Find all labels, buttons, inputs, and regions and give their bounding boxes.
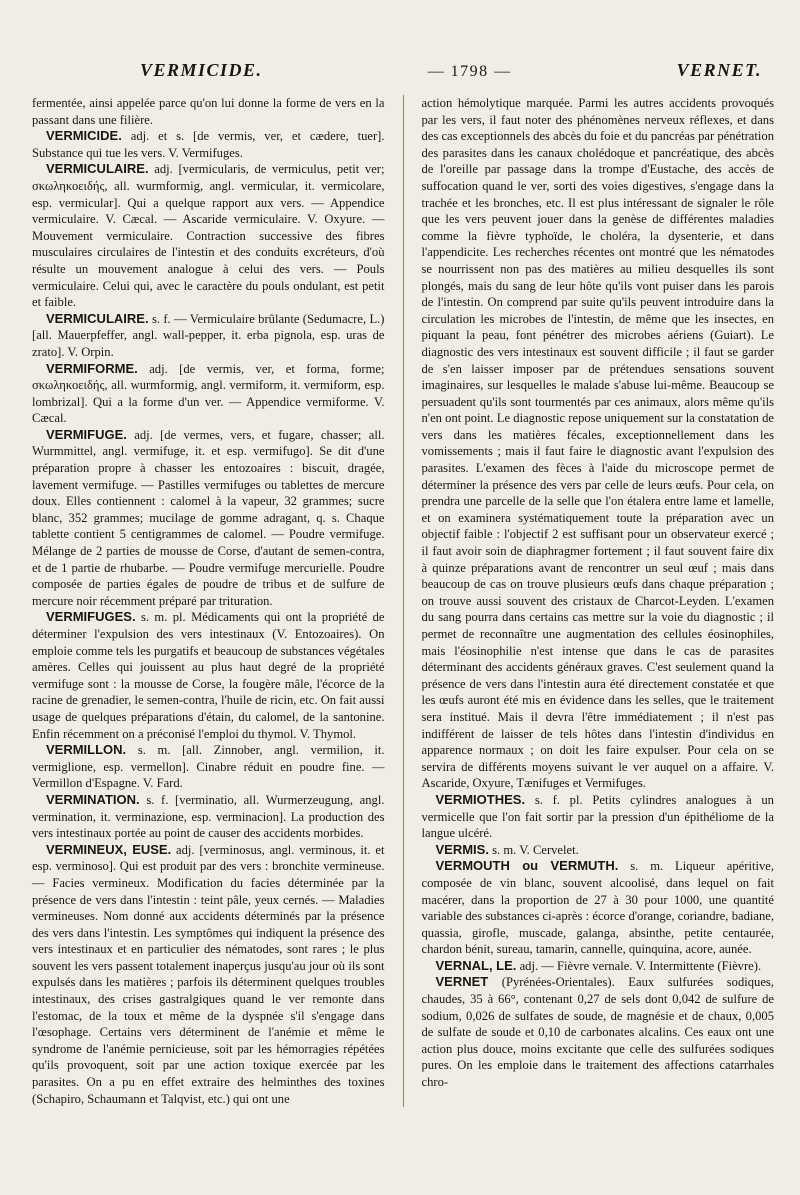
dictionary-entry [422, 792, 775, 842]
entry-headword: VERMIFORME. [46, 360, 138, 376]
entry-headword: VERMICIDE. [46, 128, 122, 144]
entry-text: s. f. — Vermiculaire brûlante (Sedumacre, L.) [all. Mauerpfeffer, angl. wall-pepper, it. erba pignola, esp. uras de zrato]. V. Orpin. [32, 311, 385, 359]
entry-text: s. f. [verminatio, all. Wurmerzeugung, angl. vermination, it. verminazione, esp. verminacion]. La production des vers intestinaux portée au point de causer des accidents morbides. [32, 792, 385, 841]
entry-text: s. m. [all. Zinnober, angl. vermilion, it. vermiglione, esp. vermellon]. Cinabre réduit en poudre fine. — Vermillon d'Espagne. V. Fard. [32, 743, 385, 791]
entry-text: s. f. pl. Petits cylindres analogues à un vermicelle que l'on fait sortir par la pression d'un épithéliome de la langue ulcéré. [421, 792, 774, 841]
dictionary-entry [32, 609, 385, 742]
entry-text: s. m. Liqueur apéritive, composée de vin blanc, souvent alcoolisé, dans lequel on fait macérer, dans la proportion de 27 à 30 pour 1000, une quantité variable des substances ci-après : écorce d'orange, coriandre, badiane, quassia, girofle, muscade, galanga, absinthe, petite centaurée, chardon bénit, sureau, tamarin, cannelle, quinquina, acore, aunée. [421, 859, 774, 957]
entry-text: adj. [de vermis, ver, et forma, forme; σκωληκοειδής, all. wurmformig, angl. vermiform, it. vermiform, esp. lombrizal]. Qui a la forme d'un ver. — Appendice vermiforme. V. Cæcal. [32, 361, 385, 426]
running-header [32, 60, 774, 81]
entry-headword: VERMIOTHES. [435, 791, 526, 807]
dictionary-entry [422, 842, 775, 859]
entry-text: action hémolytique marquée. Parmi les autres accidents provoqués par les vers, il faut noter des phénomènes nerveux réflexes, et dans des cas exceptionnels des abcès du foie et du pancréas par pénétration des parasites dans les canaux cholédoque et pancréatique, des abcès de l'oreille par passage dans la trompe d'Eustache, des accès de suffocation quand le ver, sorti des voies digestives, s'engage dans la trachée et les bronches, etc. Il est plus intéressant de signaler le rôle que les vers peuvent jouer dans la genèse de différentes maladies comme la fièvre typhoïde, le choléra, la dysenterie, et dans l'appendicite. Les recherches récentes ont montré que les nématodes se nourrissent non pas des matières au milieu desquelles ils sont plongés, mais du sang de leur hôte qu'ils vont puiser dans les parois de l'intestin. On comprend par suite qu'ils peuvent introduire dans la circulation les microbes de l'intestin, de même que les insectes, en piquant la peau, font pénétrer des microbes aériens (Guiart). Le diagnostic des vers intestinaux est souvent difficile ; il faut se garder de s'en laisser imposer par de prétendues sensations souvent imaginaires, sur lesquelles le malade s'abuse lui-même. Beaucoup se persuadent qu'ils sont tourmentés par ces animaux, alors même qu'ils n'en ont point. Le diagnostic repose uniquement sur la constatation de vers dans les matières fécales, exceptionnellement dans les vomissements ; mais il faut faire le diagnostic avant l'expulsion des parasites. L'examen des fèces à l'aide du microscope permet de déterminer la présence des vers par celle de leurs œufs. Pour cela, on prendra une parcelle de la selle que l'on étalera entre lame et lamelle, et on examinera systématiquement toute la préparation avec un objectif faible : l'objectif 2 est suffisant pour un observateur exercé ; il faut avoir soin de diaphragmer fortement ; il faut souvent faire dix à quinze préparations avant de rencontrer un seul œuf ; mais dans beaucoup de cas on trouve plusieurs œufs dans chaque préparation ; on trouve aussi souvent des cristaux de Charcot-Leyden. L'examen du sang pourra dans certains cas mettre sur la voie du diagnostic ; il permet de reconnaître une augmentation des cellules éosinophiles, mais l'éosinophilie n'est intense que dans le cas de parasites déterminant des accidents généraux graves. C'est seulement quand la présence de vers dans l'intestin aura été directement constatée et que les œufs auront été mis en évidence dans les selles, que le traitement sera institué. Mais il devra l'être immédiatement ; il n'est pas indifférent de laisser de tels hôtes dans l'intestin d'individus en apparence normaux ; on doit les faire expulser. Pour cela on se servira de différents moyens suivant le ver auquel on a affaire. V. Ascaride, Oxyure, Tænifuges et Vermifuges. [421, 96, 774, 791]
dictionary-entry [422, 95, 775, 792]
entry-text: adj. [de vermes, vers, et fugare, chasser; all. Wurmmittel, angl. vermifuge, it. et esp. vermifugo]. Se dit d'une préparation propre à chasser les entozoaires : biscuit, dragée, lavement vermifuge. — Pastilles vermifuges ou tablettes de mercure doux. Elles contiennent : calomel à la vapeur, 32 grammes; sucre blanc, 352 grammes; mucilage de gomme adragant, q. s. Chaque tablette contient 5 centigrammes de calomel. — Poudre vermifuge. Mélange de 2 parties de mousse de Corse, d'autant de semen-contra, et de 1 partie de rhubarbe. — Poudre vermifuge mercurielle. Poudre composée de parties égales de poudre de tribus et de sulfure de mercure noir récemment préparé par trituration. [32, 427, 385, 608]
entry-text: adj. [vermicularis, de vermiculus, petit ver; σκωληκοειδής, all. wurmformig, angl. vermicular, it. vermicolare, esp. vermicular]. Qui a quelque rapport aux vers. — Appendice vermiculaire. V. Cæcal. — Ascaride vermiculaire. V. Oxyure. — Mouvement vermiculaire. Contraction successive des fibres musculaires circulaires de l'intestin et des conduits excréteurs, d'où résulte un mouvement analogue à celui des vers. — Pouls vermiculaire. Celui qui, avec le caractère du pouls ondulant, est petit et faible. [32, 162, 385, 310]
entry-headword: VERNET [435, 974, 489, 990]
entry-text: s. m. pl. Médicaments qui ont la propriété de déterminer l'expulsion des vers intestinaux (V. Entozoaires). On emploie comme tels les purgatifs et beaucoup de substances végétales amères. Celles qui jouissent au plus haut degré de la propriété vermifuge sont : la mousse de Corse, la fougère mâle, l'écorce de la racine de grenadier, le semen-contra, l'huile de ricin, etc. On fait aussi usage de quelques préparations d'étain, du calomel, de la santonine. Enfin récemment on a préconisé l'emploi du thymol. V. Thymol. [32, 610, 385, 741]
header-right-word: VERNET. [676, 60, 762, 80]
entry-text: (Pyrénées-Orientales). Eaux sulfurées sodiques, chaudes, 35 à 66°, contenant 0,27 de sels dont 0,042 de sulfure de sodium, 0,026 de sulfates de soude, de magnésie et de chaux, 0,005 de sulfate de soude et 0,10 de carbonates alcalins. Ces eaux ont une action plus douce, moins excitante que celle des sulfurées sodiques pures. On les emploie dans le traitement des affections catarrhales chro- [421, 975, 774, 1090]
header-left-word: VERMICIDE. [140, 60, 263, 80]
entry-headword: VERMOUTH ou VERMUTH. [435, 858, 619, 874]
dictionary-entry [32, 311, 385, 361]
dictionary-entry [32, 842, 385, 1108]
entry-text: fermentée, ainsi appelée parce qu'on lui donne la forme de vers en la passant dans une filière. [32, 96, 385, 127]
entry-headword: VERMIS. [435, 841, 489, 857]
entry-headword: VERNAL, LE. [435, 957, 517, 973]
dictionary-entry [32, 95, 385, 128]
entry-headword: VERMINEUX, EUSE. [46, 841, 172, 857]
text-columns [32, 95, 774, 1107]
entry-headword: VERMICULAIRE. [46, 161, 149, 177]
dictionary-entry [32, 128, 385, 161]
dictionary-entry [32, 427, 385, 610]
entry-text: s. m. V. Cervelet. [492, 842, 579, 857]
entry-headword: VERMIFUGES. [46, 609, 136, 625]
dictionary-entry [32, 742, 385, 792]
dictionary-entry [422, 974, 775, 1090]
dictionary-entry [32, 792, 385, 842]
dictionary-entry [422, 958, 775, 975]
entry-text: adj. et s. [de vermis, ver, et cædere, tuer]. Substance qui tue les vers. V. Vermifuges. [32, 129, 385, 160]
dictionary-entry [32, 361, 385, 427]
entry-text: adj. — Fièvre vernale. V. Intermittente (Fièvre). [519, 958, 762, 973]
entry-text: adj. [verminosus, angl. verminous, it. et esp. verminoso]. Qui est produit par des vers : bronchite vermineuse. — Facies vermineux. Modification du facies déterminée par la présence de vers dans l'intestin : teint pâle, yeux cernés. — Maladies vermineuses. Nom donné aux accidents déterminés par la présence des vers dans l'intestin. Les symptômes qui indiquent la présence des vers intestinaux et en particulier des nématodes, sont rares ; le plus souvent les vers passent totalement inaperçus jusqu'au jour où ils sont expulsés dans les matières ; parfois ils déterminent quelques troubles intestinaux, des crises gastralgiques quand le ver remonte dans l'estomac, de la toux et même de la dyspnée s'il s'engage dans l'œsophage. Certains vers déterminent de l'anémie et même le syndrome de l'anémie pernicieuse, soit par les hémorragies répétées qu'ils provoquent, soit par une action toxique exercée par les parasites. On a pu en effet extraire des helminthes des toxines (Schapiro, Schaumann et Talqvist, etc.) qui ont une [32, 842, 385, 1106]
right-column [422, 95, 775, 1107]
dictionary-entry [422, 858, 775, 958]
entry-headword: VERMINATION. [46, 791, 140, 807]
dictionary-entry [32, 161, 385, 310]
entry-headword: VERMICULAIRE. [46, 310, 149, 326]
left-column [32, 95, 385, 1107]
column-divider [403, 95, 404, 1107]
entry-headword: VERMIFUGE. [46, 426, 127, 442]
entry-headword: VERMILLON. [46, 742, 127, 758]
page-number: — 1798 — [427, 63, 512, 80]
